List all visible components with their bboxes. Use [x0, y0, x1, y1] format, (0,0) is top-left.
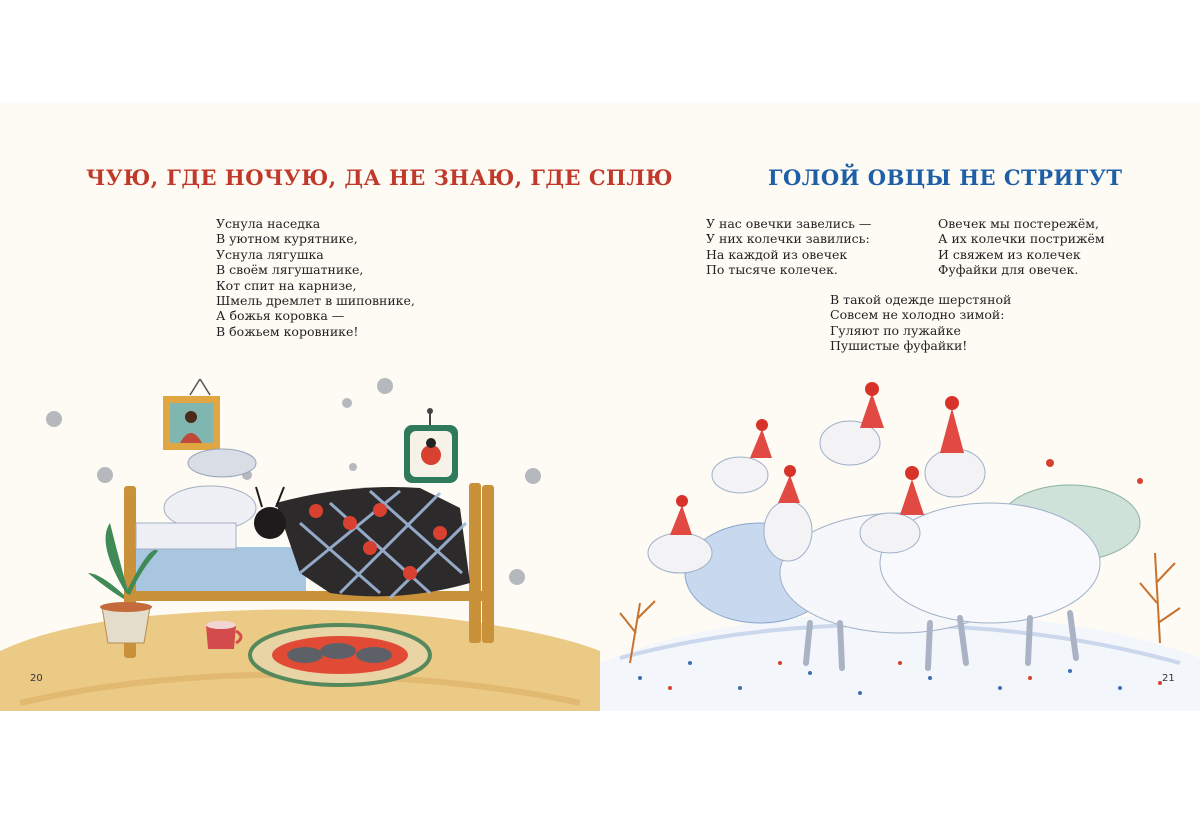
poem-line: А божья коровка — — [216, 308, 345, 324]
portrait-frame — [163, 379, 220, 450]
right-page-number: 21 — [1162, 673, 1175, 684]
poem-line: А их колечки пострижём — [938, 231, 1105, 247]
striped-hat — [860, 382, 884, 428]
poem-line: В своём лягушатнике, — [216, 262, 364, 278]
sheep-illustration — [600, 103, 1200, 711]
poem-line: Овечек мы постережём, — [938, 216, 1099, 231]
poem-line: В божьем коровнике! — [216, 323, 359, 339]
sheep-head — [764, 501, 812, 561]
poem-line: У нас овечки завелись — — [706, 216, 872, 231]
left-page-number: 20 — [30, 673, 43, 684]
rug — [250, 625, 430, 685]
ladybug-bed-illustration — [0, 103, 600, 711]
striped-hat — [940, 396, 964, 453]
ladybug-portrait-frame — [404, 408, 458, 483]
poem-line: Совсем не холодно зимой: — [830, 307, 1005, 323]
poem-line: У них колечки завились: — [706, 231, 870, 247]
poem-line: Шмель дремлет в шиповнике, — [216, 293, 415, 309]
poem-line: Гуляют по лужайке — [830, 322, 961, 338]
striped-hat — [670, 495, 692, 535]
right-page-title: ГОЛОЙ ОВЦЫ НЕ СТРИГУТ — [768, 165, 1123, 190]
poem-line: Уснула наседка — [216, 216, 321, 231]
poem-line: И свяжем из колечек — [938, 246, 1081, 262]
left-page — [0, 103, 673, 711]
sheep-head — [925, 449, 985, 497]
striped-hat — [750, 419, 772, 458]
sheep-head — [712, 457, 768, 493]
right-page — [600, 103, 1200, 711]
poem-line: В уютном курятнике, — [216, 231, 358, 247]
poem-line: Фуфайки для овечек. — [938, 262, 1079, 278]
poem-line: Кот спит на карнизе, — [216, 277, 357, 293]
right-twig-bush — [1140, 553, 1180, 643]
striped-hat — [900, 466, 924, 515]
left-page-title: ЧУЮ, ГДЕ НОЧУЮ, ДА НЕ ЗНАЮ, ГДЕ СПЛЮ — [86, 165, 673, 190]
poem-line: По тысяче колечек. — [706, 262, 838, 278]
sheep-head — [860, 513, 920, 553]
striped-hat — [778, 465, 800, 503]
book-spread — [0, 103, 1200, 711]
poem-line: Уснула лягушка — [216, 246, 324, 262]
ladybug-head — [254, 507, 286, 539]
poem-line: На каждой из овечек — [706, 246, 848, 262]
sheep-head — [648, 533, 712, 573]
poem-line: Пушистые фуфайки! — [830, 338, 968, 354]
poem-line: В такой одежде шерстяной — [830, 292, 1012, 307]
